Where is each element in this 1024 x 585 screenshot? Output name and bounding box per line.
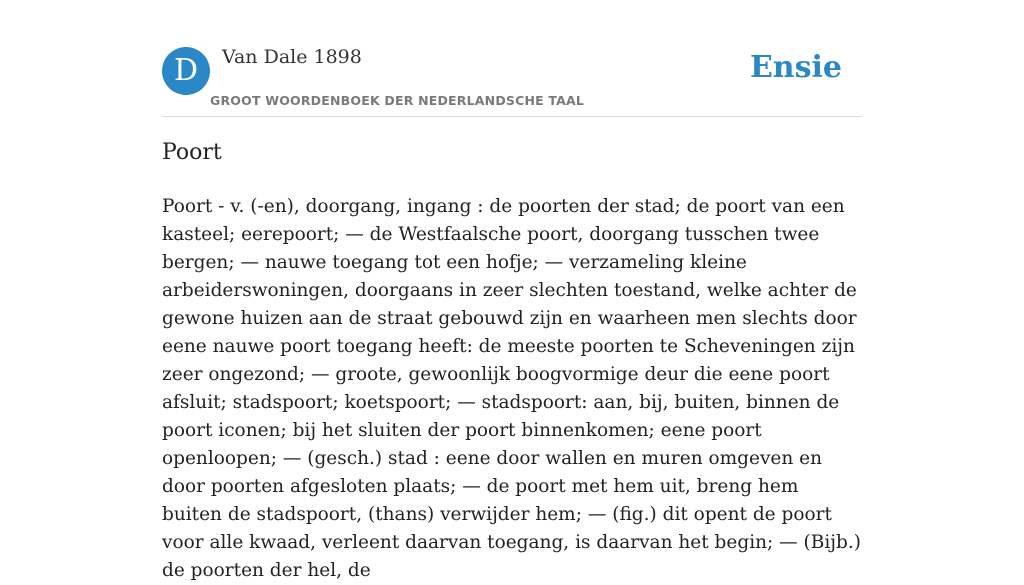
dictionary-subtitle: GROOT WOORDENBOEK DER NEDERLANDSCHE TAAL xyxy=(210,93,585,108)
dictionary-name-link[interactable]: Van Dale 1898 xyxy=(222,46,362,68)
entry-definition: Poort - v. (-en), doorgang, ingang : de poorten der stad; de poort van een kasteel; eerepoort; — de Westfaalsche poort, doorgang tusschen twee bergen; — nauwe toegang tot een hofje; — verzameling kleine arbeiderswoningen, doorgaans in zeer slechten toestand, welke achter de gewone huizen aan de straat gebouwd zijn en waarheen men slechts door eene nauwe poort toegang heeft: de meeste poorten te Scheveningen zijn zeer ongezond; — groote, gewoonlijk boogvormige deur die eene poort afsluit; stadspoort; koetspoort; — stadspoort: aan, bij, buiten, binnen de poort iconen; bij het sluiten der poort binnenkomen; eene poort openloopen; — (gesch.) stad : eene door wallen en muren omgeven en door poorten afgesloten plaats; — de poort met hem uit, breng hem buiten de stadspoort, (thans) verwijder hem; — (fig.) dit opent de poort voor alle kwaad, verleent daarvan toegang, is daarvan het begin; — (Bijb.) de poorten der hel, de xyxy=(162,196,861,581)
entry-title: Poort xyxy=(162,140,222,165)
dictionary-header xyxy=(162,0,862,117)
ensie-brand-link[interactable]: Ensie xyxy=(749,50,842,85)
dictionary-logo-icon[interactable]: D xyxy=(162,47,210,95)
page-container xyxy=(162,0,862,581)
